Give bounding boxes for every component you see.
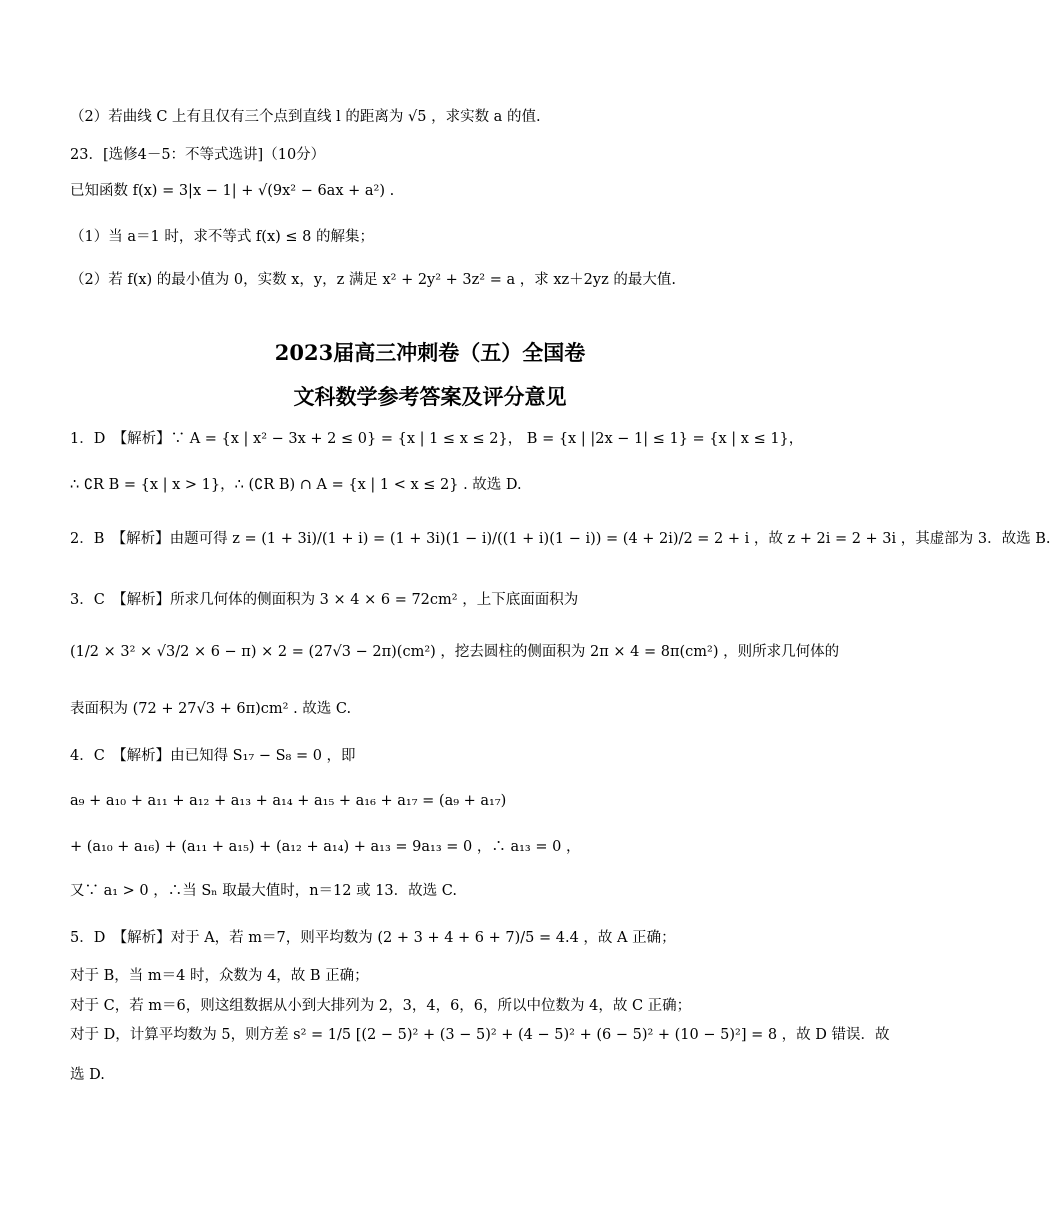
text-line-q23-func: 已知函数 f(x) = 3|x − 1| + √(9x² − 6ax + a²) . [70,183,395,199]
text-line-a3-l3: 表面积为 (72 + 27√3 + 6π)cm² . 故选 C. [70,701,352,717]
text-line-a4-l1: 4．C 【解析】由已知得 S₁₇ − S₈ = 0 ，即 [70,748,356,764]
text-line-a3-l2: (1/2 × 3² × √3/2 × 6 − π) × 2 = (27√3 − 2π)(cm²) ，挖去圆柱的侧面积为 2π × 4 = 8π(cm²) ，则所求几何体的 [70,644,840,660]
text-line-a5-l3: 对于 C，若 m＝6，则这组数据从小到大排列为 2，3，4，6，6，所以中位数为 4，故 C 正确； [70,998,692,1014]
text-line-a5-l5: 选 D. [70,1067,105,1083]
answer-subtitle: 文科数学参考答案及评分意见 [293,384,567,409]
text-line-a4-l2: a₉ + a₁₀ + a₁₁ + a₁₂ + a₁₃ + a₁₄ + a₁₅ + a₁₆ + a₁₇ = (a₉ + a₁₇) [70,793,507,809]
text-line-a3-l1: 3．C 【解析】所求几何体的侧面积为 3 × 4 × 6 = 72cm² ，上下底面面积为 [70,592,579,608]
text-line-a5-l4: 对于 D，计算平均数为 5，则方差 s² = 1/5 [(2 − 5)² + (3 − 5)² + (4 − 5)² + (6 − 5)² + (10 − 5)²] = 8 ，故 D 错误．故 [70,1027,890,1043]
text-line-q22-part2: （2）若曲线 C 上有且仅有三个点到直线 l 的距离为 √5 ，求实数 a 的值. [70,109,541,125]
text-line-a5-l2: 对于 B，当 m＝4 时，众数为 4，故 B 正确； [70,968,369,984]
text-line-a1-l1: 1．D 【解析】∵ A = {x | x² − 3x + 2 ≤ 0} = {x | 1 ≤ x ≤ 2}， B = {x | |2x − 1| ≤ 1} = {x | x ≤ 1}， [70,431,804,447]
text-line-a2: 2．B 【解析】由题可得 z = (1 + 3i)/(1 + i) = (1 + 3i)(1 − i)/((1 + i)(1 − i)) = (4 + 2i)/2 = 2 + i ，故 z + 2i = 2 + 3i ，其虚部为 3．故选 B. [70,531,1051,547]
text-line-a4-l4: 又∵ a₁ > 0 ，∴当 Sₙ 取最大值时，n＝12 或 13．故选 C. [70,883,457,899]
answer-title: 2023届高三冲刺卷（五）全国卷 [274,340,586,365]
text-line-q23-part1: （1）当 a＝1 时，求不等式 f(x) ≤ 8 的解集； [70,229,374,245]
text-line-a5-l1: 5．D 【解析】对于 A，若 m＝7，则平均数为 (2 + 3 + 4 + 6 + 7)/5 = 4.4 ，故 A 正确； [70,930,676,946]
text-line-q23-header: 23．[选修4－5：不等式选讲]（10分） [70,147,326,163]
text-line-a1-l2: ∴ ∁R B = {x | x > 1}，∴ (∁R B) ∩ A = {x | 1 < x ≤ 2} . 故选 D. [70,477,522,493]
text-line-q23-part2: （2）若 f(x) 的最小值为 0，实数 x，y，z 满足 x² + 2y² + 3z² = a ，求 xz＋2yz 的最大值. [70,272,676,288]
text-line-a4-l3: + (a₁₀ + a₁₆) + (a₁₁ + a₁₅) + (a₁₂ + a₁₄) + a₁₃ = 9a₁₃ = 0 ，∴ a₁₃ = 0 ， [70,839,581,855]
